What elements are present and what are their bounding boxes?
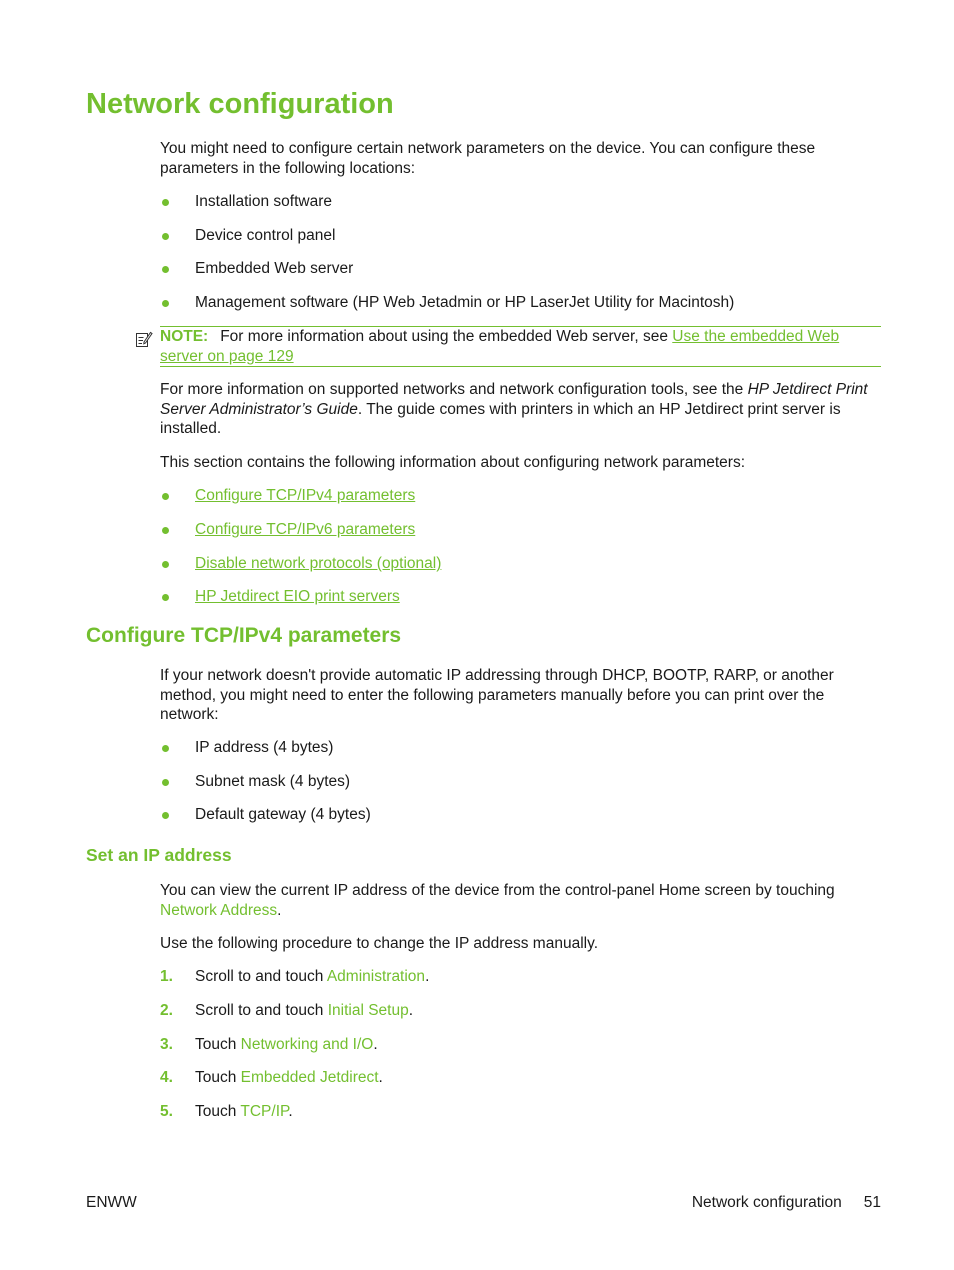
list-item-text: Default gateway (4 bytes): [195, 806, 371, 823]
step-text: [195, 1035, 378, 1054]
bullet-icon: [162, 493, 169, 500]
page-number: 51: [863, 1194, 881, 1211]
step-text-after: .: [288, 1103, 293, 1120]
network-address-label: Network Address: [160, 901, 278, 919]
step-text: [195, 967, 429, 986]
ui-label-networking-io: Networking and I/O: [240, 1036, 374, 1053]
link-configure-tcp-ipv4[interactable]: Configure TCP/IPv4 parameters: [195, 487, 416, 504]
tcp-ipv4-intro: If your network doesn't provide automatic IP addressing through DHCP, BOOTP, RARP, or another method, you might need to enter the following parameters manually before you can print over the network:: [160, 667, 834, 723]
link-configure-tcp-ipv6[interactable]: Configure TCP/IPv6 parameters: [195, 521, 416, 538]
list-item-text: Installation software: [195, 193, 332, 210]
bullet-icon: [162, 199, 169, 206]
note-label: NOTE:: [160, 328, 209, 345]
section-intro: This section contains the following information about configuring network parameters:: [160, 454, 746, 471]
step-number: 5.: [160, 1103, 173, 1120]
footer-section-title: Network configuration: [691, 1194, 842, 1211]
note-box: [135, 326, 881, 366]
step-text-after: .: [408, 1002, 414, 1019]
intro-paragraph: You might need to configure certain network parameters on the device. You can configure these parameters in the following locations:: [160, 140, 816, 177]
bullet-icon: [162, 561, 169, 568]
ui-label-initial-setup: Initial Setup: [327, 1002, 409, 1019]
step-text-before: Scroll to and touch: [195, 968, 327, 985]
step-text-after: .: [373, 1036, 378, 1053]
footer-left: ENWW: [86, 1194, 137, 1211]
step-text-after: .: [378, 1069, 383, 1086]
bullet-icon: [162, 594, 169, 601]
note-pencil-icon: [135, 330, 153, 348]
section-heading-tcp-ipv4: Configure TCP/IPv4 parameters: [86, 624, 402, 647]
bullet-icon: [162, 233, 169, 240]
step-text: [195, 1068, 383, 1087]
link-disable-network-protocols[interactable]: Disable network protocols (optional): [195, 555, 442, 572]
set-ip-view-paragraph: [160, 881, 886, 920]
step-text: [195, 1102, 293, 1121]
step-text-before: Scroll to and touch: [195, 1002, 328, 1019]
bullet-icon: [162, 266, 169, 273]
more-info-text-end: . The guide comes with printers in which an HP Jetdirect print server is installed.: [160, 400, 841, 437]
note-bottom-rule: [160, 366, 881, 367]
set-ip-view-text: You can view the current IP address of the device from the control-panel Home screen by touching: [160, 882, 835, 899]
ui-label-tcp-ip: TCP/IP: [240, 1103, 289, 1120]
step-text-before: Touch: [195, 1036, 241, 1053]
note-body: For more information about using the embedded Web server, see: [220, 328, 673, 345]
step-number: 3.: [160, 1036, 173, 1053]
page-title: Network configuration: [86, 88, 394, 120]
list-item-text: Management software (HP Web Jetadmin or HP LaserJet Utility for Macintosh): [195, 294, 735, 311]
step-text-before: Touch: [195, 1069, 241, 1086]
step-text: [195, 1001, 413, 1020]
bullet-icon: [162, 300, 169, 307]
list-item-text: IP address (4 bytes): [195, 739, 334, 756]
note-text: [160, 327, 881, 366]
guide-title: HP Jetdirect Print Server Administrator’s Guide: [160, 381, 868, 418]
list-item-text: Embedded Web server: [195, 260, 354, 277]
step-number: 1.: [160, 968, 173, 985]
ui-label-embedded-jetdirect: Embedded Jetdirect: [240, 1069, 379, 1086]
step-text-before: Touch: [195, 1103, 241, 1120]
more-info-text: For more information on supported networks and network configuration tools, see the: [160, 381, 748, 398]
ui-label-administration: Administration: [326, 968, 426, 985]
procedure-intro: Use the following procedure to change the IP address manually.: [160, 935, 598, 952]
step-text-after: .: [425, 968, 430, 985]
footer-right: [692, 1193, 881, 1212]
bullet-icon: [162, 779, 169, 786]
bullet-icon: [162, 527, 169, 534]
subsection-heading-set-ip: Set an IP address: [86, 845, 232, 865]
bullet-icon: [162, 745, 169, 752]
list-item-text: Device control panel: [195, 227, 336, 244]
step-number: 2.: [160, 1002, 173, 1019]
list-item-text: Subnet mask (4 bytes): [195, 773, 351, 790]
bullet-icon: [162, 812, 169, 819]
step-number: 4.: [160, 1069, 173, 1086]
link-hp-jetdirect-eio[interactable]: HP Jetdirect EIO print servers: [195, 588, 400, 605]
embedded-web-server-link[interactable]: Use the embedded Web server on page 129: [160, 328, 840, 365]
more-info-paragraph: [160, 380, 886, 439]
set-ip-view-end: .: [277, 901, 282, 919]
